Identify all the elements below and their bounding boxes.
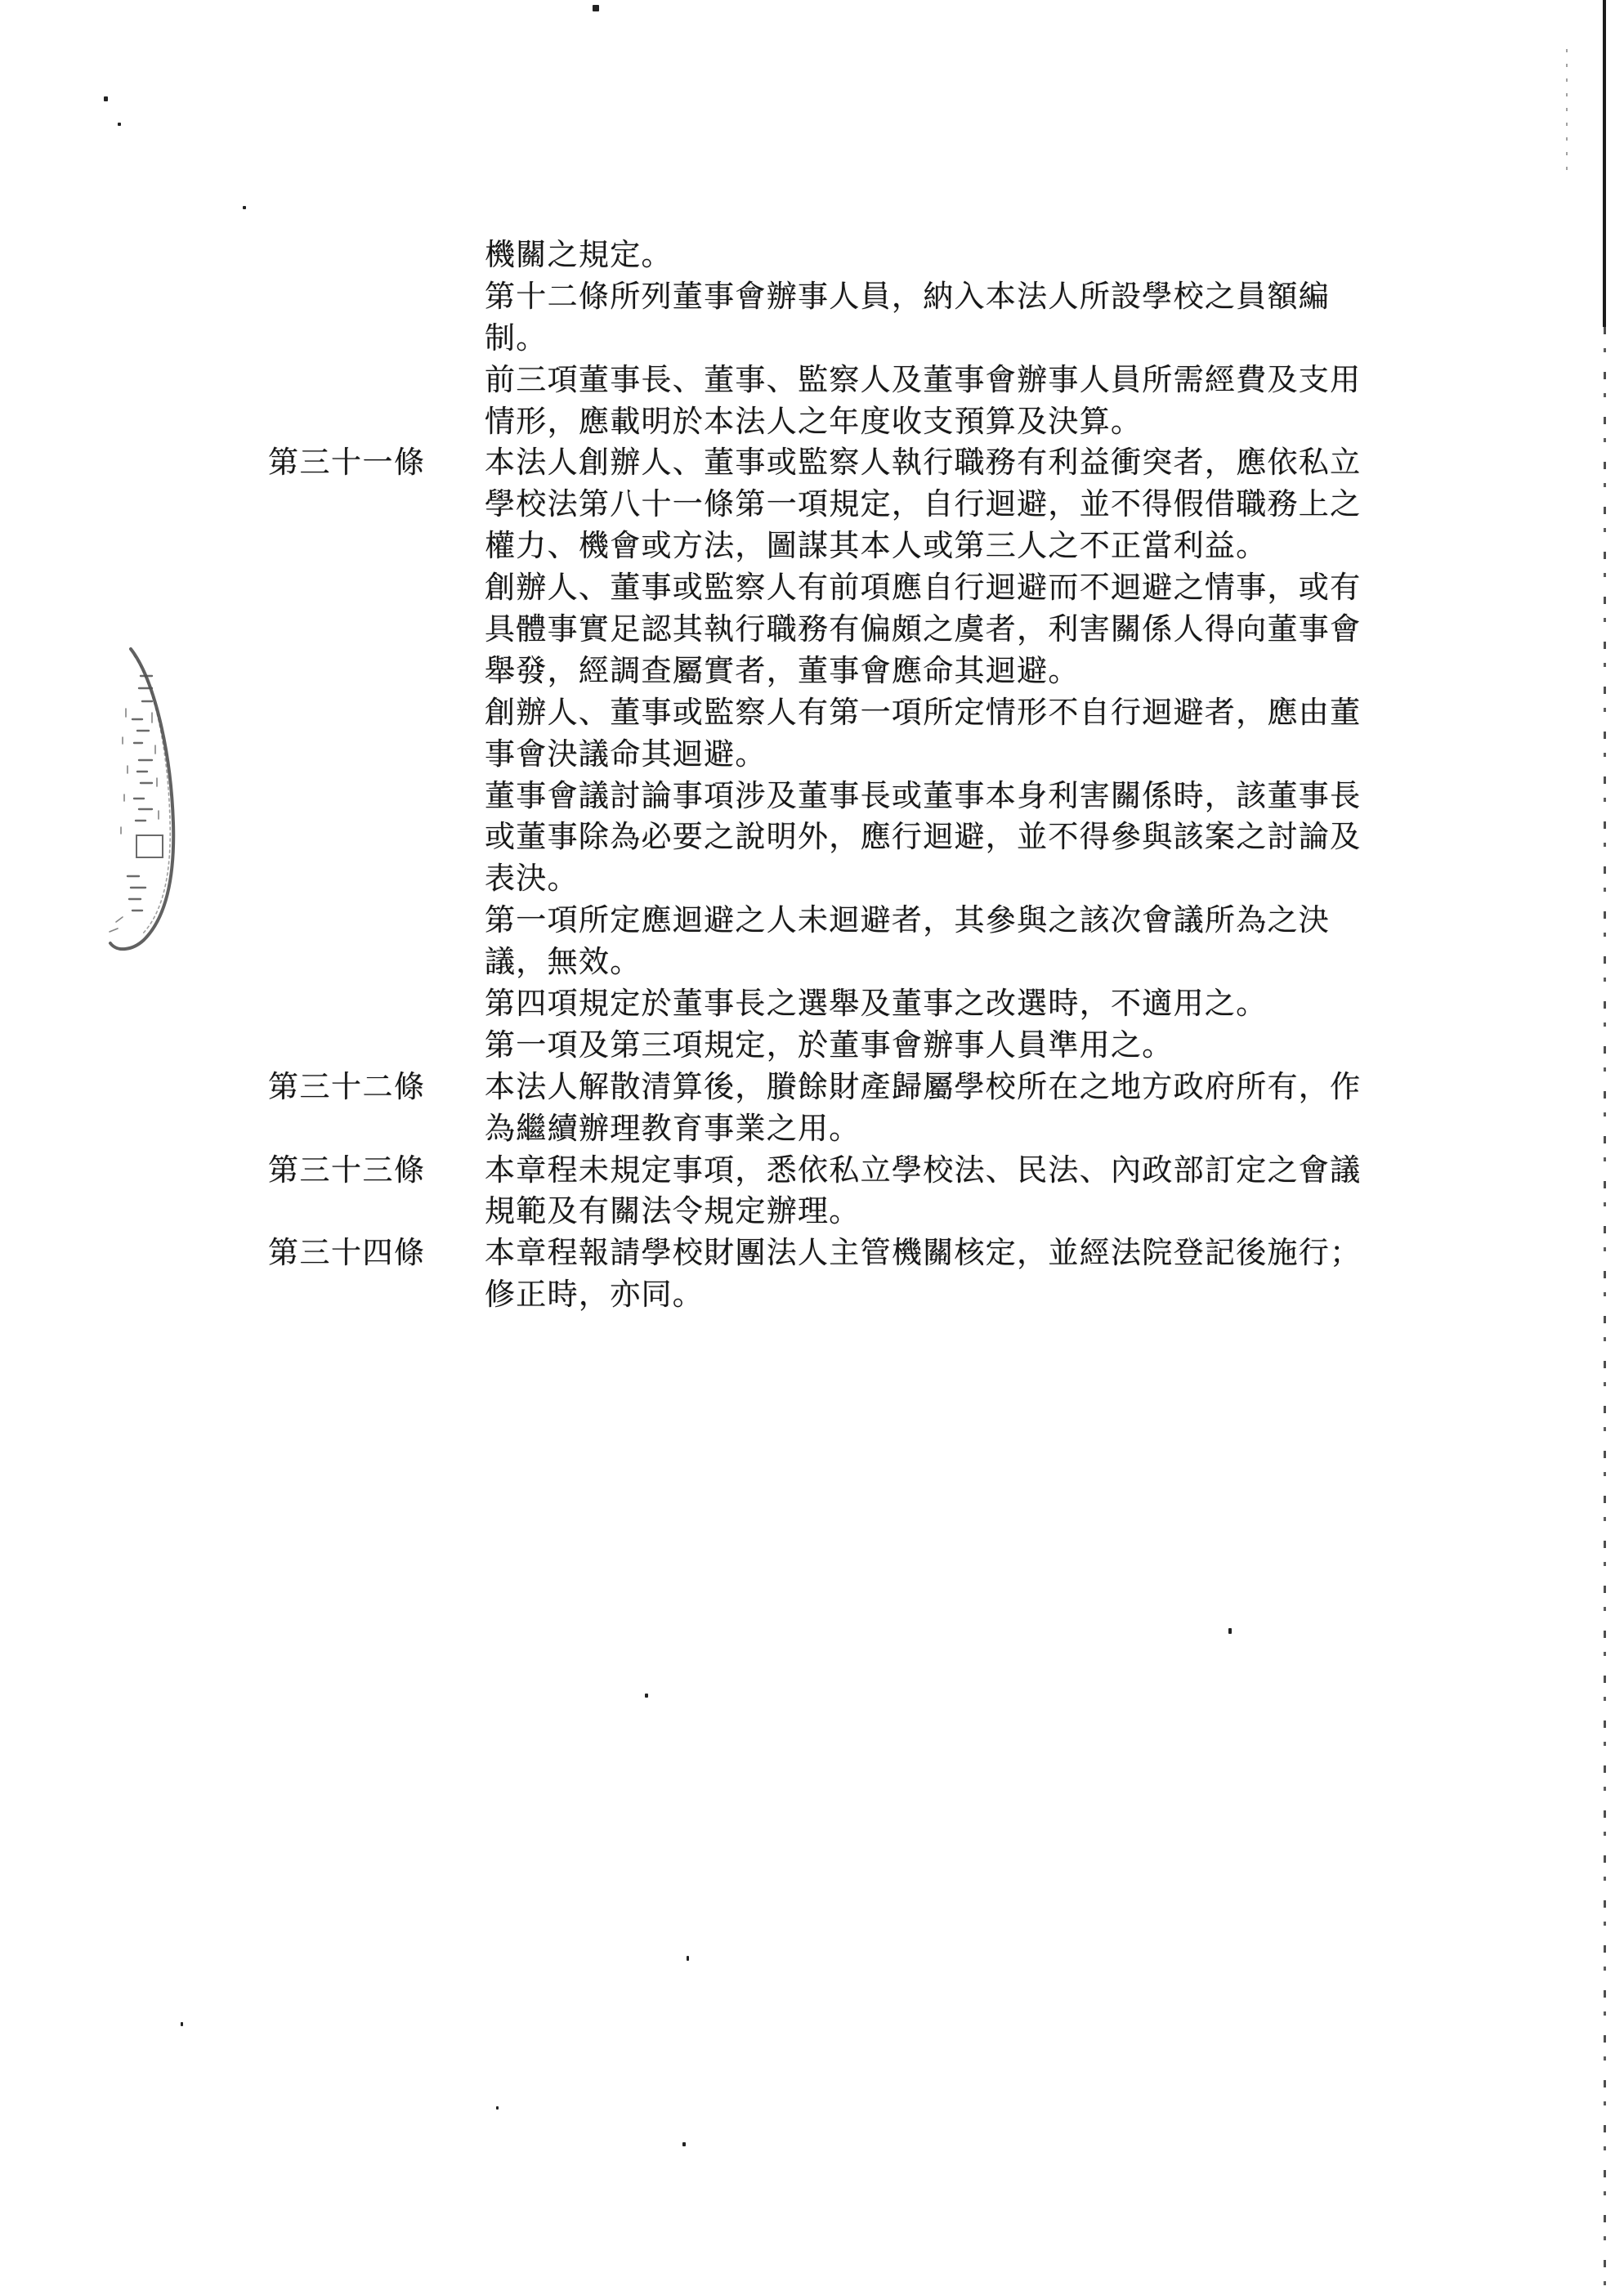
scan-edge-faint-dots [1566, 49, 1568, 172]
document-line [0, 1145, 1624, 1187]
scan-speck [682, 2142, 686, 2146]
article-number: 第三十四條 [268, 1237, 426, 1271]
document-line [0, 1020, 1624, 1062]
line-text: 第十二條所列董事會辦事人員，納入本法人所設學校之員額編 [485, 280, 1331, 314]
line-text: 具體事實足認其執行職務有偏頗之虞者，利害關係人得向董事會 [485, 613, 1362, 647]
line-text: 第一項所定應迴避之人未迴避者，其參與之該次會議所為之決 [485, 904, 1331, 938]
document-line [0, 355, 1624, 396]
line-text: 權力、機會或方法，圖謀其本人或第三人之不正當利益。 [485, 530, 1268, 564]
document-line [0, 1103, 1624, 1145]
line-text: 董事會議討論事項涉及董事長或董事本身利害關係時，該董事長 [485, 779, 1362, 813]
line-text: 前三項董事長、董事、監察人及董事會辦事人員所需經費及支用 [485, 363, 1362, 397]
document-line [0, 646, 1624, 687]
line-text: 制。 [485, 321, 548, 356]
line-text: 舉發，經調查屬實者，董事會應命其迴避。 [485, 654, 1080, 688]
document-line [0, 687, 1624, 729]
scan-speck [243, 206, 246, 209]
document-line [0, 479, 1624, 521]
line-text: 本法人創辦人、董事或監察人執行職務有利益衝突者，應依私立 [485, 446, 1362, 481]
document-line [0, 771, 1624, 812]
line-text: 議，無效。 [485, 946, 642, 980]
document-line [0, 729, 1624, 771]
line-text: 或董事除為必要之說明外，應行迴避，並不得參與該案之討論及 [485, 821, 1362, 855]
line-text: 為繼續辦理教育事業之用。 [485, 1112, 861, 1146]
line-text: 情形，應載明於本法人之年度收支預算及決算。 [485, 405, 1143, 439]
line-text: 創辦人、董事或監察人有前項應自行迴避而不迴避之情事，或有 [485, 571, 1362, 606]
scan-speck [496, 2106, 499, 2110]
document-line [0, 437, 1624, 479]
scan-speck [104, 96, 108, 101]
document-line [0, 937, 1624, 978]
scan-speck [687, 1956, 689, 1961]
document-line [0, 604, 1624, 646]
document-line [0, 1186, 1624, 1228]
line-text: 學校法第八十一條第一項規定，自行迴避，並不得假借職務上之 [485, 488, 1362, 522]
document-line [0, 895, 1624, 937]
document-line [0, 396, 1624, 438]
document-line [0, 1269, 1624, 1311]
line-text: 事會決議命其迴避。 [485, 737, 767, 772]
article-number: 第三十一條 [268, 446, 426, 481]
document-line [0, 271, 1624, 313]
scan-speck [181, 2022, 183, 2026]
line-text: 本法人解散清算後，賸餘財產歸屬學校所在之地方政府所有，作 [485, 1070, 1362, 1104]
article-number: 第三十二條 [268, 1070, 426, 1104]
document-line [0, 978, 1624, 1020]
line-text: 第一項及第三項規定，於董事會辦事人員準用之。 [485, 1028, 1174, 1063]
line-text: 本章程未規定事項，悉依私立學校法、民法、內政部訂定之會議 [485, 1153, 1362, 1188]
scan-speck [118, 123, 121, 126]
document-line [0, 1062, 1624, 1103]
scan-speck [645, 1694, 648, 1698]
document-line [0, 521, 1624, 562]
document-line [0, 812, 1624, 853]
document-line [0, 853, 1624, 895]
line-text: 創辦人、董事或監察人有第一項所定情形不自行迴避者，應由董 [485, 696, 1362, 730]
line-text: 修正時，亦同。 [485, 1278, 705, 1313]
document-line [0, 1228, 1624, 1269]
line-text: 第四項規定於董事長之選舉及董事之改選時，不適用之。 [485, 987, 1268, 1022]
article-number: 第三十三條 [268, 1153, 426, 1188]
document-line [0, 230, 1624, 271]
line-text: 表決。 [485, 862, 579, 897]
document-line [0, 562, 1624, 604]
document-line [0, 313, 1624, 355]
line-text: 本章程報請學校財團法人主管機關核定，並經法院登記後施行； [485, 1237, 1362, 1271]
scan-speck [593, 5, 599, 11]
scan-speck [1228, 1628, 1232, 1634]
line-text: 機關之規定。 [485, 239, 673, 272]
document-lines [0, 230, 1624, 1311]
line-text: 規範及有關法令規定辦理。 [485, 1195, 861, 1229]
